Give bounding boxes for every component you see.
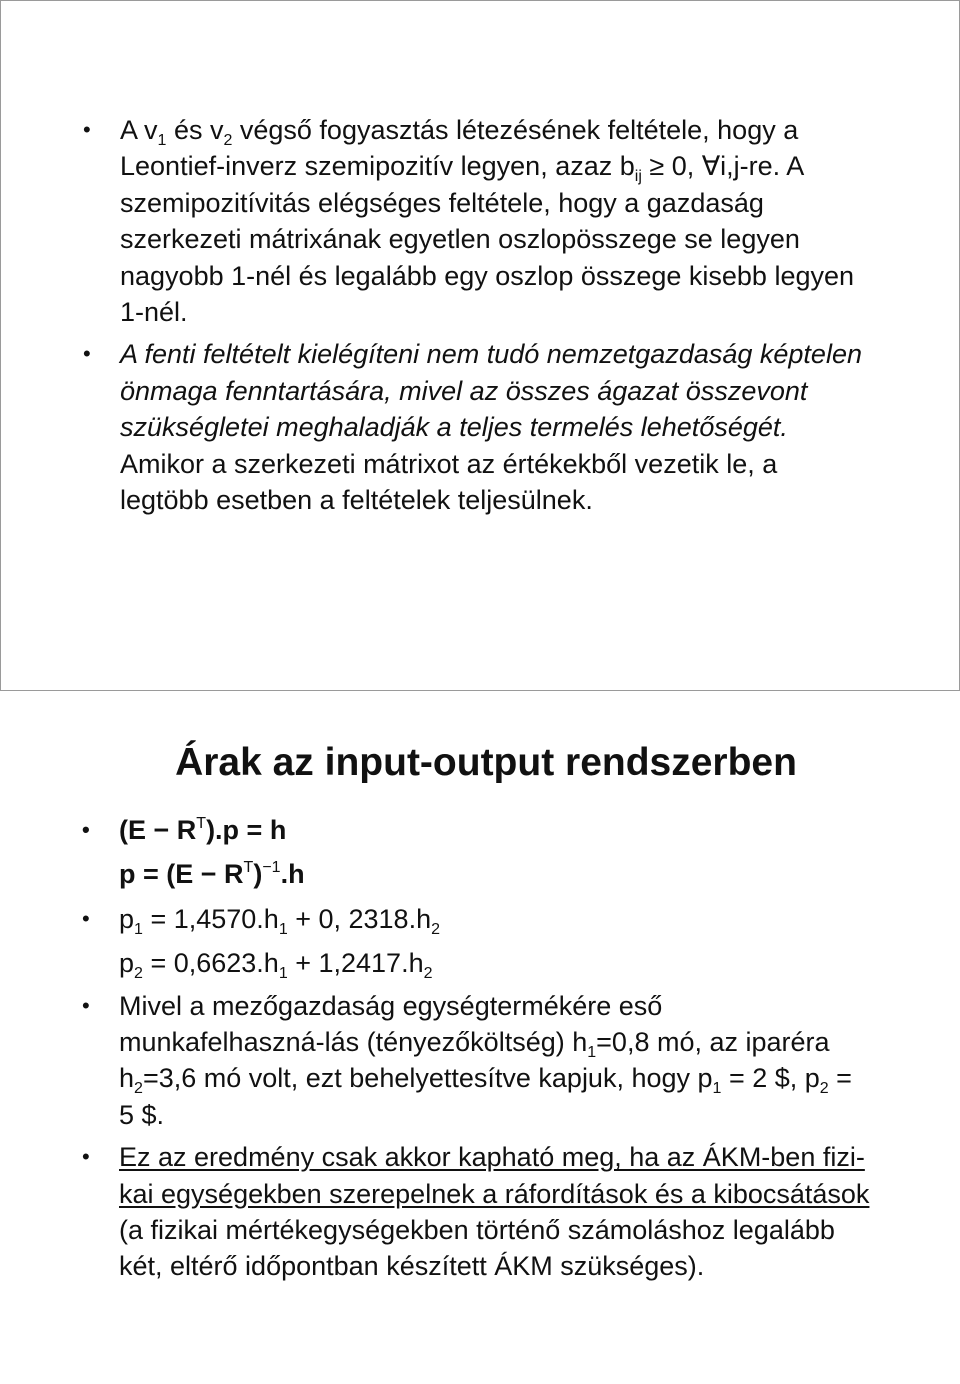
subscript: 1 bbox=[278, 965, 288, 983]
text: = 0,6623.h bbox=[142, 948, 279, 979]
subscript: 2 bbox=[431, 920, 440, 938]
subscript: 1 bbox=[157, 132, 167, 149]
text: A v bbox=[120, 115, 158, 145]
slide-2 bbox=[0, 690, 960, 1384]
text: .h bbox=[280, 859, 305, 890]
text: p bbox=[119, 948, 135, 979]
subscript: 2 bbox=[819, 1080, 829, 1098]
text: Mivel a mezőgazdaság egységtermékére eső munkafelhaszná-lás (tényezőköltség) h bbox=[119, 990, 663, 1058]
subscript: 2 bbox=[134, 965, 143, 983]
subscript: 1 bbox=[712, 1080, 722, 1098]
text: végső fogyasztás létezésének feltétele, hogy a Leontief-inverz szemipozitív legyen, azaz b bbox=[120, 115, 799, 182]
superscript: T bbox=[243, 859, 254, 877]
text: = 2 $, p bbox=[721, 1063, 820, 1094]
price-equation-2 bbox=[82, 945, 872, 981]
text: ≥ 0, ∀i,j-re. A szemipozitívitás elégséges feltétele, hogy a gazdaság szerkezeti mátrixának egyetlen oszlopösszege se legyen nagyobb 1-nél és legalább egy oszlop összege kisebb legyen 1-nél. bbox=[120, 151, 855, 328]
bullet-list bbox=[83, 112, 873, 518]
italic-text: A fenti feltételt kielégíteni nem tudó nemzetgazdaság képtelen önmaga fenntartására, mivel az összes ágazat összevont szükségletei meghaladják a teljes termelés lehetőségét. bbox=[120, 339, 862, 443]
subscript: 1 bbox=[278, 920, 288, 938]
text: ).p = h bbox=[206, 815, 287, 845]
superscript: −1 bbox=[262, 859, 281, 877]
bullet-leontief-condition bbox=[83, 112, 873, 330]
text: = 5 $. bbox=[119, 1063, 852, 1130]
subscript: 2 bbox=[223, 132, 233, 149]
text: és v bbox=[166, 115, 224, 145]
equation-2 bbox=[82, 856, 872, 892]
subscript: ij bbox=[634, 168, 642, 186]
text: =3,6 mó volt, ezt behelyettesítve kapjuk, hogy p bbox=[142, 1063, 713, 1094]
slide-title: Árak az input-output rendszerben bbox=[175, 741, 797, 784]
slide-1 bbox=[0, 0, 960, 690]
equation-1 bbox=[82, 812, 872, 848]
text: Amikor a szerkezeti mátrixot az értékekből vezetik le, a legtöbb esetben a feltételek teljesülnek. bbox=[120, 448, 778, 516]
text: p = (E − R bbox=[119, 859, 244, 890]
subscript: 2 bbox=[134, 1080, 143, 1098]
bullet-economy-condition bbox=[83, 336, 873, 518]
text: p bbox=[119, 903, 135, 934]
text: (E − R bbox=[119, 815, 197, 845]
price-equation-1 bbox=[82, 901, 872, 937]
bullet-list bbox=[82, 812, 872, 1285]
bullet-result bbox=[82, 1139, 872, 1285]
superscript: T bbox=[196, 815, 207, 832]
text: + 0, 2318.h bbox=[287, 903, 432, 934]
bullet-agriculture bbox=[82, 988, 872, 1134]
subscript: 1 bbox=[134, 920, 143, 938]
text: + 1,2417.h bbox=[287, 948, 424, 979]
text: =0,8 mó, az iparéra h bbox=[119, 1027, 830, 1094]
underlined-text: Ez az eredmény csak akkor kapható meg, ha az ÁKM-ben fizi-kai egységekben szerepelnek a ráfordítások és a kibocsátások bbox=[119, 1142, 870, 1209]
text: ) bbox=[253, 859, 263, 890]
text: = 1,4570.h bbox=[142, 903, 279, 934]
text: (a fizikai mértékegységekben történő számoláshoz legalább két, eltérő időpontban készített ÁKM szükséges). bbox=[119, 1215, 835, 1282]
subscript: 2 bbox=[423, 965, 433, 983]
subscript: 1 bbox=[587, 1044, 597, 1062]
